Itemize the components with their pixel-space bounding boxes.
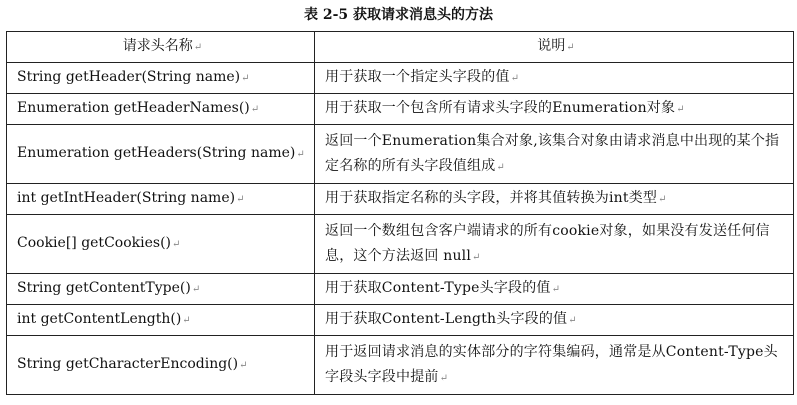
table-row	[7, 215, 794, 274]
description-cell: 用于获取一个包含所有请求头字段的Enumeration对象↵	[315, 94, 794, 125]
return-mark-icon: ↵	[568, 315, 577, 326]
return-mark-icon: ↵	[241, 73, 250, 84]
method-cell: int getIntHeader(String name)↵	[7, 184, 315, 215]
description-cell: 用于获取指定名称的头字段，并将其值转换为int类型↵	[315, 184, 794, 215]
return-mark-icon: ↵	[566, 42, 575, 53]
method-cell: Enumeration getHeaders(String name)↵	[7, 125, 315, 184]
method-cell: int getContentLength()↵	[7, 305, 315, 336]
description-cell: 返回一个数组包含客户端请求的所有cookie对象，如果没有发送任何信息，这个方法返回 null↵	[315, 215, 794, 274]
return-mark-icon: ↵	[658, 194, 667, 205]
return-mark-icon: ↵	[191, 284, 201, 295]
table-row	[7, 63, 794, 94]
request-header-methods-table	[6, 31, 794, 395]
description-cell: 用于返回请求消息的实体部分的字符集编码，通常是从Content-Type头字段头字段中提前↵	[315, 336, 794, 395]
table-row	[7, 274, 794, 305]
table-header-row	[7, 32, 794, 63]
table-row	[7, 336, 794, 395]
return-mark-icon: ↵	[236, 194, 245, 205]
return-mark-icon: ↵	[193, 42, 203, 53]
table-row	[7, 125, 794, 184]
table-row	[7, 184, 794, 215]
return-mark-icon: ↵	[472, 251, 481, 263]
description-cell: 返回一个Enumeration集合对象,该集合对象由请求消息中出现的某个指定名称的所有头字段值组成↵	[315, 125, 794, 184]
method-cell: Enumeration getHeaderNames()↵	[7, 94, 315, 125]
table-row	[7, 94, 794, 125]
description-cell: 用于获取Content-Length头字段的值↵	[315, 305, 794, 336]
column-header-description: 说明↵	[315, 32, 794, 63]
method-cell: String getContentType()↵	[7, 274, 315, 305]
return-mark-icon: ↵	[296, 149, 305, 160]
return-mark-icon: ↵	[676, 104, 685, 115]
column-header-name: 请求头名称↵	[7, 32, 315, 63]
method-cell: Cookie[] getCookies()↵	[7, 215, 315, 274]
description-cell: 用于获取一个指定头字段的值↵	[315, 63, 794, 94]
return-mark-icon: ↵	[496, 161, 505, 173]
return-mark-icon: ↵	[172, 239, 181, 250]
method-cell: String getCharacterEncoding()↵	[7, 336, 315, 395]
return-mark-icon: ↵	[250, 104, 260, 115]
table-row	[7, 305, 794, 336]
return-mark-icon: ↵	[439, 372, 449, 384]
return-mark-icon: ↵	[510, 73, 520, 84]
description-cell: 用于获取Content-Type头字段的值↵	[315, 274, 794, 305]
table-caption: 表 2-5 获取请求消息头的方法	[303, 7, 494, 23]
method-cell: String getHeader(String name)↵	[7, 63, 315, 94]
return-mark-icon: ↵	[182, 315, 191, 326]
return-mark-icon: ↵	[551, 284, 561, 295]
return-mark-icon: ↵	[239, 360, 248, 371]
